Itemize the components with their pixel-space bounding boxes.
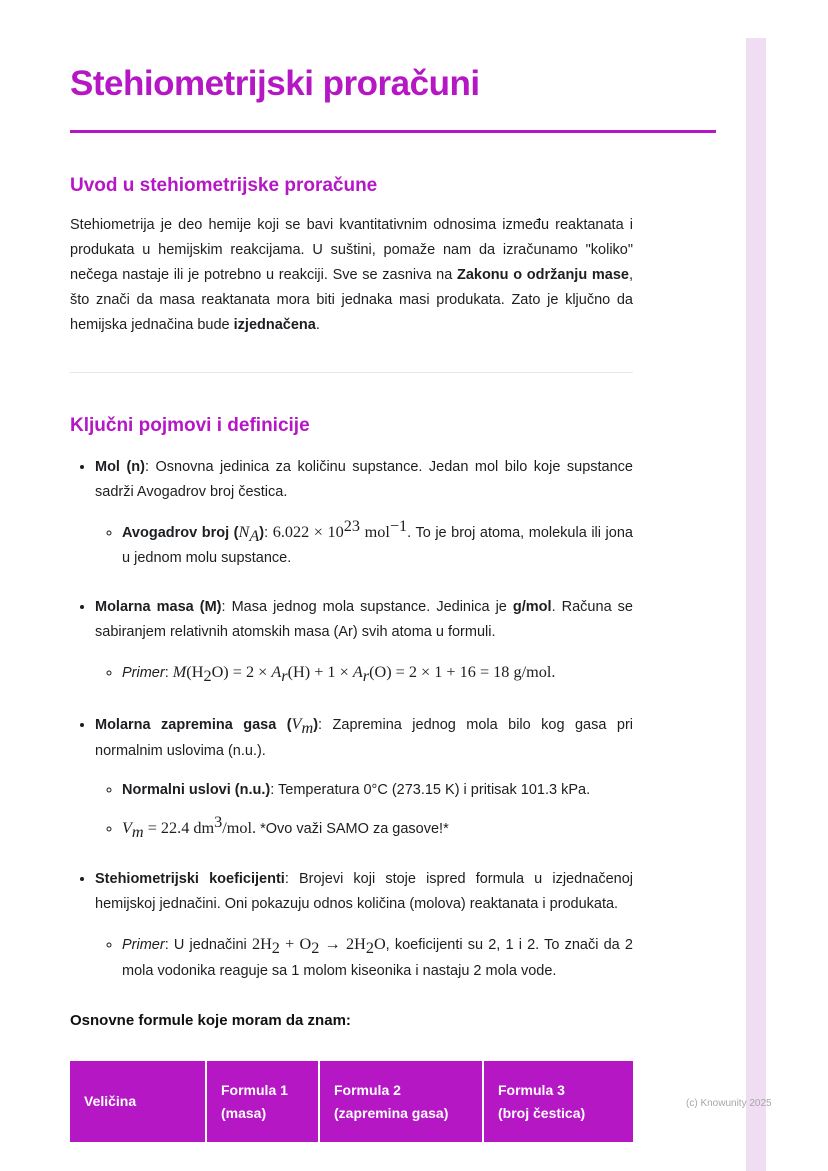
sub-list-item-text: ◦ Avogadrov broj $(N_A)$: $6.022 \times 10^{23}$ mol$^{-1}$. To je broj atoma, molekula ili jona u jednom molu supstance. (122, 516, 633, 567)
table-header-line2: (masa) (221, 1104, 267, 1121)
sub-list-item-text: ◦ Normalni uslovi (n.u.): Temperatura 0°C (273.15 K) i pritisak 101.3 kPa. (122, 782, 591, 799)
list-item-text: • Stehiometrijski koeficijenti: Brojevi koji stoje ispred formula u izjednačenoj hemijskoj jednačini. Oni pokazuju odnos količina (molova) reaktanata i produkata. (95, 870, 633, 912)
formulas-heading: Osnovne formule koje moram da znam: (70, 1011, 351, 1029)
list-item-koeficijenti (95, 867, 633, 984)
list-item-mol (95, 455, 633, 572)
section-divider (70, 372, 633, 373)
sub-list (95, 516, 633, 572)
list-item-molarna-zapremina (95, 711, 633, 843)
table-header-line1: Formula 1 (221, 1081, 288, 1098)
section-heading-concepts: Ključni pojmovi i definicije (70, 414, 310, 436)
table-header-line1: Formula 2 (334, 1081, 401, 1098)
concepts-list (70, 455, 633, 984)
list-item-molarna-masa (95, 595, 633, 687)
sub-list-item-primer-masa (122, 659, 633, 687)
sub-list-item-vm (122, 815, 633, 843)
list-item-text: • Molarna masa (M): Masa jednog mola supstance. Jedinica je g/mol. Računa se sabiranjem relativnih atomskih masa (Ar) svih atoma u formuli. (95, 599, 633, 641)
formulas-table (70, 1061, 633, 1142)
table-header-line2: (broj čestica) (498, 1104, 586, 1121)
page-title: Stehiometrijski proračuni (70, 64, 480, 103)
sub-list-item-normalni-uslovi (122, 778, 633, 803)
title-rule (70, 130, 716, 133)
sub-list-item-text: ◦ Primer: U jednačini $2H_2 + O_2 \to 2H_2O$, koeficijenti su 2, 1 i 2. To znači da 2 mola vodonika reaguje sa 1 molom kiseonika i nastaju 2 mola vode. (122, 934, 633, 979)
page-side-strip (746, 38, 766, 1171)
table-header-cell-velicina (70, 1061, 205, 1142)
sub-list-item-primer-jednacina (122, 931, 633, 984)
list-item-text: • Mol (n): Osnovna jedinica za količinu supstance. Jedan mol bilo koje supstance sadrži Avogadrov broj čestica. (95, 458, 633, 500)
table-header-row (70, 1061, 633, 1142)
sub-list-item-text: ◦ $V_m = 22.4$ $dm^3$/mol. *Ovo važi SAMO za gasove!* (122, 813, 449, 841)
section-heading-intro: Uvod u stehiometrijske proračune (70, 175, 378, 196)
sub-list (95, 659, 633, 687)
table-header-line1: Formula 3 (498, 1081, 565, 1098)
list-item-text: • Molarna zapremina gasa $(V_m)$: Zapremina jednog mola bilo kog gasa pri normalnim uslovima (n.u.). (95, 715, 634, 760)
table-header-line1: Veličina (84, 1093, 137, 1110)
table-header-cell-formula-3 (482, 1061, 633, 1142)
sub-list (95, 778, 633, 843)
document-content (70, 0, 716, 1142)
table-header-cell-formula-1 (205, 1061, 318, 1142)
table-header-line2: (zapremina gasa) (334, 1104, 449, 1121)
sub-list-item-avogadro (122, 516, 633, 572)
intro-paragraph: Stehiometrija je deo hemije koji se bavi kvantitativnim odnosima između reaktanata i produkata u hemijskim reakcijama. U suštini, pomaže nam da izračunamo "koliko" nečega nastaje ili je potrebno u reakciji. Sve se zasniva na Zakonu o održanju mase, što znači da masa reaktanata mora biti jednaka masi produkata. Zato je ključno da hemijska jednačina bude izjednačena. (70, 217, 633, 333)
table-header-cell-formula-2 (318, 1061, 482, 1142)
copyright-text: (c) Knowunity 2025 (686, 1098, 772, 1109)
sub-list-item-text: ◦ Primer: $M(H_2O) = 2 \times A_r(H) + 1 \times A_r(O) = 2 \times 1 + 16 = 18$ g/mol. (122, 663, 556, 686)
sub-list (95, 931, 633, 984)
